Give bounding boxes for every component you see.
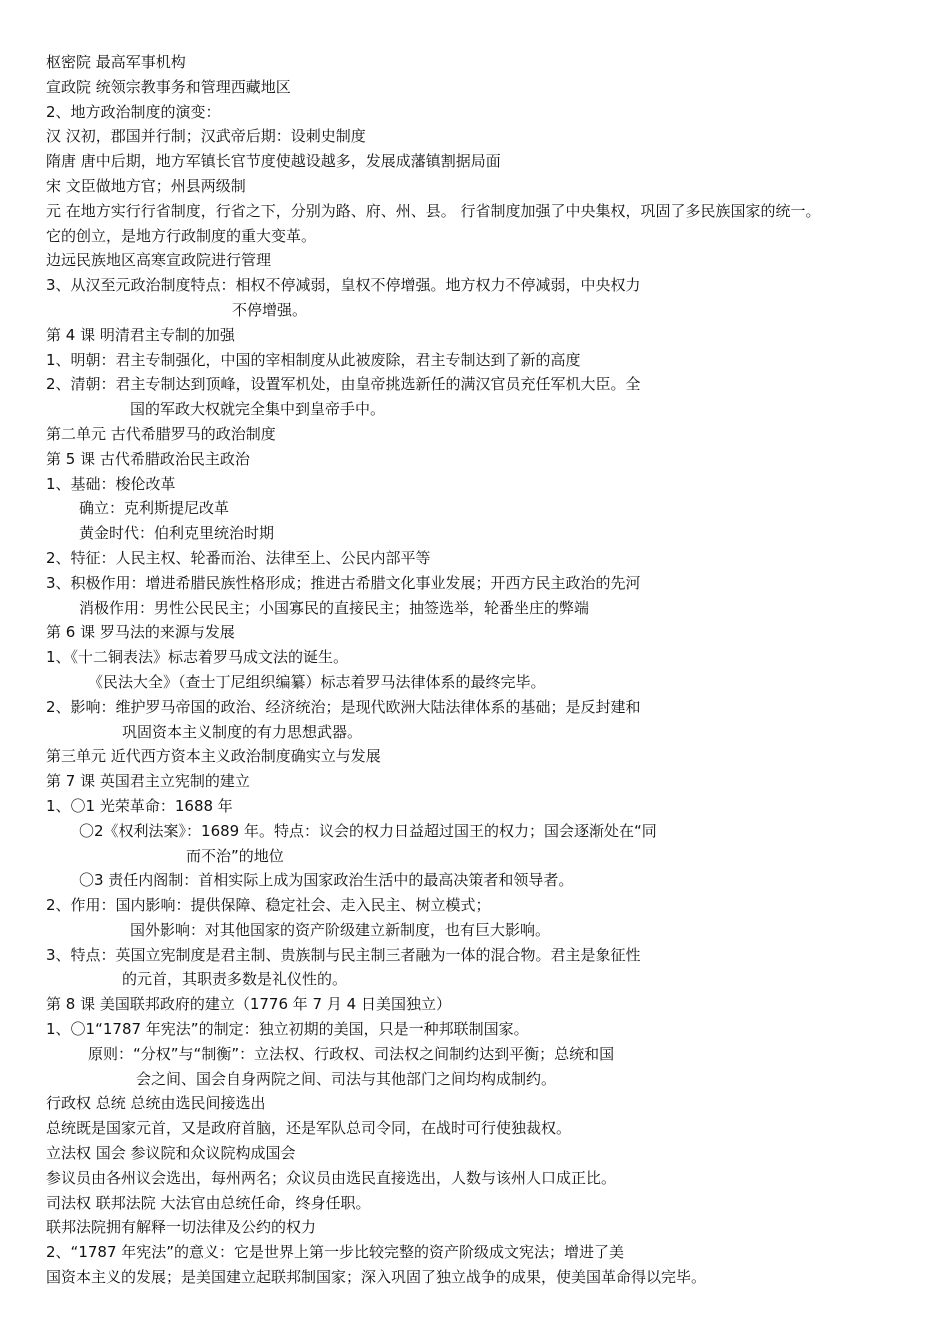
text-line-46: 参议员由各州议会选出，每州两名；众议员由选民直接选出，人数与该州人口成正比。 xyxy=(46,1168,617,1187)
text-line-49: 2、“1787 年宪法”的意义：它是世界上第一步比较完整的资产阶级成文宪法；增进了美 xyxy=(46,1243,625,1262)
text-line-19: 确立：克利斯提尼改革 xyxy=(79,499,230,518)
text-line-2: 宣政院 统领宗教事务和管理西藏地区 xyxy=(46,77,291,96)
lesson-heading-5: 第 5 课 古代希腊政治民主政治 xyxy=(46,449,250,468)
text-line-37: 3、特点：英国立宪制度是君主制、贵族制与民主制三者融为一体的混合物。君主是象征性 xyxy=(46,945,641,964)
text-line-48: 联邦法院拥有解释一切法律及公约的权力 xyxy=(46,1218,317,1237)
text-line-1: 枢密院 最高军事机构 xyxy=(46,53,186,71)
text-line-45: 立法权 国会 参议院和众议院构成国会 xyxy=(46,1144,296,1163)
text-line-21: 2、特征：人民主权、轮番而治、法律至上、公民内部平等 xyxy=(46,548,431,567)
text-line-23: 消极作用：男性公民民主；小国寡民的直接民主；抽签选举，轮番坐庄的弊端 xyxy=(79,598,590,617)
lesson-heading-6: 第 6 课 罗马法的来源与发展 xyxy=(46,623,235,642)
text-line-13: 1、明朝：君主专制强化，中国的宰相制度从此被废除，君主专制达到了新的高度 xyxy=(46,350,581,369)
lesson-heading-8: 第 8 课 美国联邦政府的建立（1776 年 7 月 4 日美国独立） xyxy=(46,995,451,1014)
text-line-43: 行政权 总统 总统由选民间接选出 xyxy=(46,1094,266,1113)
text-line-38: 的元首，其职责多数是礼仪性的。 xyxy=(122,970,348,989)
text-line-34: 〇3 责任内阁制：首相实际上成为国家政治生活中的最高决策者和领导者。 xyxy=(79,871,574,890)
text-line-47: 司法权 联邦法院 大法官由总统任命，终身任职。 xyxy=(46,1193,371,1212)
text-line-7: 元 在地方实行行省制度，行省之下，分别为路、府、州、县。 行省制度加强了中央集权，巩固了多民族国家的统一。 xyxy=(46,201,821,220)
text-line-6: 宋 文臣做地方官；州县两级制 xyxy=(46,176,246,195)
text-line-33: 而不治”的地位 xyxy=(186,846,284,865)
text-line-32: 〇2《权利法案》：1689 年。特点：议会的权力日益超过国王的权力；国会逐渐处在“同 xyxy=(79,821,657,840)
text-line-10: 3、从汉至元政治制度特点：相权不停减弱，皇权不停增强。地方权力不停减弱，中央权力 xyxy=(46,276,641,295)
text-line-18: 1、基础：梭伦改革 xyxy=(46,474,176,493)
text-line-14: 2、清朝：君主专制达到顶峰，设置军机处，由皇帝挑选新任的满汉官员充任军机大臣。全 xyxy=(46,375,641,394)
text-line-42: 会之间、国会自身两院之间、司法与其他部门之间均构成制约。 xyxy=(136,1069,557,1088)
text-line-31: 1、〇1 光荣革命：1688 年 xyxy=(46,796,233,815)
text-line-9: 边远民族地区高寒宣政院进行管理 xyxy=(46,251,272,270)
text-line-28: 巩固资本主义制度的有力思想武器。 xyxy=(122,722,363,741)
text-line-40: 1、〇1“1787 年宪法”的制定：独立初期的美国，只是一种邦联制国家。 xyxy=(46,1020,529,1039)
document-page xyxy=(46,50,936,1290)
text-line-27: 2、影响：维护罗马帝国的政治、经济统治；是现代欧洲大陆法律体系的基础；是反封建和 xyxy=(46,697,641,716)
text-line-15: 国的军政大权就完全集中到皇帝手中。 xyxy=(130,400,386,419)
text-line-35: 2、作用：国内影响：提供保障、稳定社会、走入民主、树立模式； xyxy=(46,896,491,915)
unit-heading-3: 第三单元 近代西方资本主义政治制度确实立与发展 xyxy=(46,747,381,766)
unit-heading-2: 第二单元 古代希腊罗马的政治制度 xyxy=(46,424,276,443)
text-line-41: 原则：“分权”与“制衡”：立法权、行政权、司法权之间制约达到平衡；总统和国 xyxy=(88,1044,615,1063)
text-line-22: 3、积极作用：增进希腊民族性格形成；推进古希腊文化事业发展；开西方民主政治的先河 xyxy=(46,573,641,592)
text-line-26: 《民法大全》（查士丁尼组织编纂）标志着罗马法律体系的最终完毕。 xyxy=(88,672,546,691)
text-line-4: 汉 汉初，郡国并行制；汉武帝后期：设刺史制度 xyxy=(46,127,366,146)
text-line-5: 隋唐 唐中后期，地方军镇长官节度使越设越多，发展成藩镇割据局面 xyxy=(46,152,501,171)
lesson-heading-7: 第 7 课 英国君主立宪制的建立 xyxy=(46,772,250,791)
text-line-3: 2、地方政治制度的演变： xyxy=(46,102,221,121)
lesson-heading-4: 第 4 课 明清君主专制的加强 xyxy=(46,325,235,344)
text-line-25: 1、《十二铜表法》标志着罗马成文法的诞生。 xyxy=(46,648,349,667)
text-line-11: 不停增强。 xyxy=(232,300,308,319)
text-line-50: 国资本主义的发展；是美国建立起联邦制国家；深入巩固了独立战争的成果，使美国革命得以完毕。 xyxy=(46,1268,707,1287)
text-line-20: 黄金时代：伯利克里统治时期 xyxy=(79,524,275,543)
text-line-8: 它的创立，是地方行政制度的重大变革。 xyxy=(46,226,317,245)
text-line-44: 总统既是国家元首，又是政府首脑，还是军队总司令同，在战时可行使独裁权。 xyxy=(46,1119,572,1138)
text-line-36: 国外影响：对其他国家的资产阶级建立新制度，也有巨大影响。 xyxy=(130,920,551,939)
